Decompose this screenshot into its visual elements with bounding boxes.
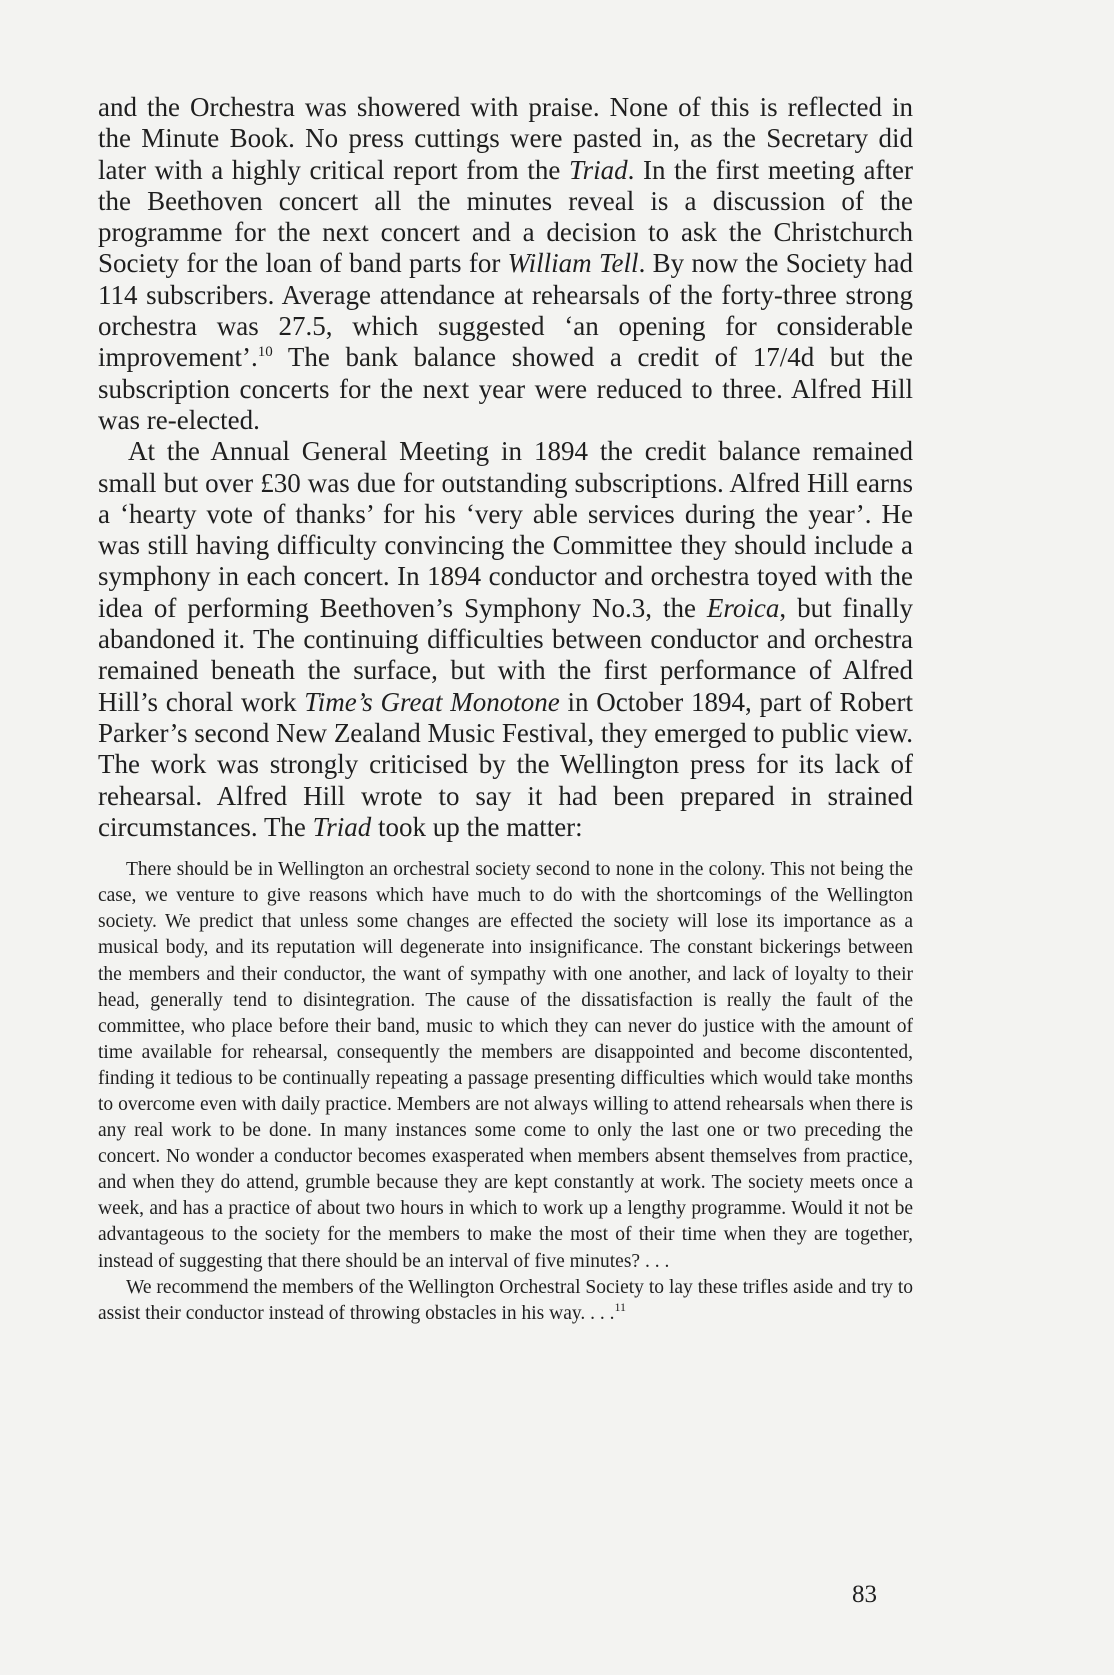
paragraph-2-text-d: took up the matter: — [371, 811, 583, 842]
page-number: 83 — [852, 1581, 877, 1608]
paragraph-1-text-b: . In the first meeting after the Beethoven concert all the minutes reveal is a discussion of the programme for the next concert and a decision to ask the Christchurch Society for the loan of band parts for — [98, 154, 913, 279]
block-quote — [98, 857, 913, 1327]
paragraph-2 — [98, 436, 913, 843]
page-content — [98, 92, 913, 1327]
block-quote-paragraph-1: There should be in Wellington an orchestral society second to none in the colony. This not being the case, we venture to give reasons which have much to do with the shortcomings of the Wellington society. We predict that unless some changes are effected the society will lose its importance as a musical body, and its reputation will degenerate into insignificance. The constant bickerings between the members and their conductor, the want of sympathy with one another, and lack of loyalty to their head, generally tend to disintegration. The cause of the dissatisfaction is really the fault of the committee, who place before their band, music to which they can never do justice with the amount of time available for rehearsal, consequently the members are disappointed and become discontented, finding it tedious to be continually repeating a passage presenting difficulties which would take months to overcome even with daily practice. Members are not always willing to attend rehearsals when there is any real work to be done. In many instances some come to only the last one or two preceding the concert. No wonder a conductor becomes exasperated when members absent themselves from practice, and when they do attend, grumble because they are kept constantly at work. The society meets once a week, and has a practice of about two hours in which to work up a lengthy programme. Would it not be advantageous to the society for the members to make the most of their time when they are together, instead of suggesting that there should be an interval of five minutes? . . . — [98, 859, 913, 1272]
paragraph-1-text-a: and the Orchestra was showered with praise. None of this is reflected in the Minute Book. No press cuttings were pasted in, as the Secretary did later with a highly critical report from the — [98, 92, 913, 185]
paragraph-1 — [98, 92, 913, 436]
work-title-william-tell: William Tell — [507, 248, 639, 279]
work-title-times-great-monotone: Time’s Great Monotone — [304, 686, 560, 717]
footnote-ref-11: 11 — [614, 1299, 627, 1314]
paragraph-1-text-d: The bank balance showed a credit of 17/4d but the subscription concerts for the next year were reduced to three. Alfred Hill was re-elected. — [98, 342, 913, 435]
periodical-title-triad-2: Triad — [312, 811, 372, 842]
block-quote-paragraph-2-text: We recommend the members of the Wellington Orchestral Society to lay these trifles aside and try to assist their conductor instead of throwing obstacles in his way. . . . — [98, 1276, 913, 1324]
paragraph-2-text-c: in October 1894, part of Robert Parker’s second New Zealand Music Festival, they emerged to public view. The work was strongly criticised by the Wellington press for its lack of rehearsal. Alfred Hill wrote to say it had been prepared in strained circumstances. The — [98, 686, 913, 842]
block-quote-paragraph-2 — [98, 1275, 913, 1327]
paragraph-2-text-b: , but finally abandoned it. The continuing difficulties between conductor and orchestra remained beneath the surface, but with the first performance of Alfred Hill’s choral work — [98, 592, 913, 717]
paragraph-1-text-c: . By now the Society had 114 subscribers. Average attendance at rehearsals of the forty-three strong orchestra was 27.5, which suggested ‘an opening for considerable improvement’. — [98, 248, 914, 373]
work-title-eroica: Eroica — [706, 592, 780, 623]
footnote-ref-10: 10 — [257, 344, 273, 361]
paragraph-2-text-a: At the Annual General Meeting in 1894 the credit balance remained small but over £30 was due for outstanding subscriptions. Alfred Hill earns a ‘hearty vote of thanks’ for his ‘very able services during the year’. He was still having difficulty convincing the Committee they should include a symphony in each concert. In 1894 conductor and orchestra toyed with the idea of performing Beethoven’s Symphony No.3, the — [98, 436, 913, 623]
periodical-title-triad: Triad — [569, 154, 628, 185]
